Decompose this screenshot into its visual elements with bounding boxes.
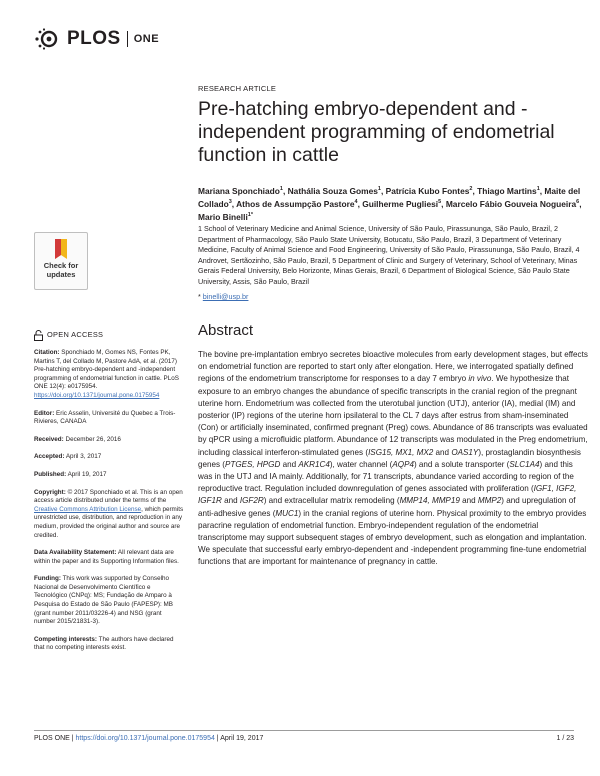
corresponding-email-link[interactable]: binelli@usp.br — [202, 292, 249, 301]
published-block: Published: April 19, 2017 — [34, 470, 107, 478]
logo-journal-text: ONE — [133, 33, 160, 45]
footer-doi-link[interactable]: https://doi.org/10.1371/journal.pone.0175954 — [75, 735, 215, 742]
open-lock-icon — [34, 330, 43, 341]
author-name: Mariana Sponchiado — [198, 185, 280, 196]
author-affiliation-marker: 4 — [354, 199, 358, 206]
footer-journal: PLOS ONE — [34, 735, 70, 742]
plos-one-logo[interactable] — [34, 28, 159, 50]
copyright-block: Copyright: © 2017 Sponchiado et al. This is an open access article distributed under the terms of the Creative Commons Attribution License, which permits unrestricted use, distribution, and reproduction in any medium, provided the original author and source are credited. — [34, 488, 184, 539]
article-title: Pre-hatching embryo-dependent and -independent programming of endometrial function in cattle — [198, 98, 555, 166]
abstract-heading: Abstract — [198, 322, 254, 339]
open-access-label: OPEN ACCESS — [47, 330, 104, 340]
author-affiliation-marker: 3 — [228, 199, 232, 206]
author-name: Patrícia Kubo Fontes — [385, 185, 470, 196]
cc-license-link[interactable]: Creative Commons Attribution License — [34, 505, 142, 513]
author-affiliation-marker: 1 — [377, 186, 381, 192]
logo-divider — [127, 31, 128, 47]
page-number: 1 / 23 — [556, 735, 574, 742]
author-affiliation-marker: 2 — [469, 186, 473, 192]
author-name: Maite del Collado — [198, 185, 581, 209]
editor-block: Editor: Eric Asselin, Université du Quebec a Trois-Rivieres, CANADA — [34, 409, 176, 426]
competing-interests-block: Competing interests: The authors have declared that no competing interests exist. — [34, 635, 174, 652]
article-info-sidebar — [34, 330, 184, 662]
abstract-text: The bovine pre-implantation embryo secretes bioactive molecules from early development stages, but effects on endometrial function are reported to start only after elongation. Here, we interrogated spatially defined regions of the endometrium transcriptome for responses to a day 7 embryo in vivo. We hypothesize that exposure to an embryo changes the abundance of specific transcripts in the cranial region of the pregnant uterine horn. Endometrium was collected from the uterotubal junction (UTJ), anterior (IA), medial (IM) and posterior (IP) regions of the uterine horn ipsilateral to the CL 7 days after estrus from sham-inseminated (Con) or artificially inseminated, confirmed pregnant (Preg) cows. Abundance of 86 transcripts was evaluated by qPCR using a microfluidic platform. Abundance of 12 transcripts was modulated in the Preg endometrium, including classical interferon-stimulated genes (ISG15, MX1, MX2 and OAS1Y), prostaglandin biosynthesis genes (PTGES, HPGD and AKR1C4), water channel (AQP4) and a solute transporter (SLC1A4) and this was in the UTJ and IA mainly. Additionally, for 71 transcripts, abundance varied according to region of the reproductive tract. Regulation included downregulation of genes associated with proliferation (IGF1, IGF2, IGF1R and IGF2R) and extracellular matrix remodeling (MMP14, MMP19 and MMP2) and upregulation of anti-adhesive genes (MUC1) in the cranial regions of uterine horn. Physical proximity to the embryo provides paracrine regulation of endometrial function. Embryo-independent regulation of the endometrial transcriptome may support subsequent stages of embryo development, such as elongation and implantation. We speculate that successful early embryo-dependent and -independent programming fine-tune endometrial functions that are important for maintenance of pregnancy in cattle. — [198, 350, 588, 567]
affiliations: 1 School of Veterinary Medicine and Animal Science, University of São Paulo, Pirassununga, São Paulo, Brazil, 2 Department of Pharmacology, São Paulo State University, Botucatu, São Paulo, Brazil, 3 Department of Veterinary Medicine, Faculty of Animal Science and Food Engineering, University of São Paulo, Pirassununga, São Paulo, Brazil, 4 Androvet, Sertãozinho, São Paulo, Brazil, 5 Department of Clinic and Surgery of Veterinary, School of Veterinary, Minas Gerais Federal University, Belo Horizonte, Minas Gerais, Brazil, 6 Department of Biological Science, São Paulo State University, Assis, São Paulo, Brazil — [198, 224, 580, 286]
footer-rule — [34, 730, 574, 731]
author-affiliation-marker: 6 — [576, 199, 580, 206]
author-name: Nathália Souza Gomes — [287, 185, 378, 196]
accepted-block: Accepted: April 3, 2017 — [34, 453, 102, 461]
article-type: RESEARCH ARTICLE — [198, 84, 277, 93]
author-name: Guilherme Pugliesi — [362, 198, 439, 209]
plos-dots-icon — [34, 28, 64, 50]
author-name: Thiago Martins — [477, 185, 537, 196]
author-list: Mariana Sponchiado$^1$, Nathália Souza Gomes$^1$, Patrícia Kubo Fontes$^2$, Thiago Martins$^1$, Maite del Collado$^3$, Athos de Assumpção Pastore$^4$, Guilherme Pugliesi$^5$, Marcelo Fábio Gouveia Nogueira$^6$, Mario Binelli$^{1*}$ — [198, 185, 582, 222]
footer-date: April 19, 2017 — [220, 735, 264, 742]
author-name: Athos de Assumpção Pastore — [236, 198, 355, 209]
author-name: Marcelo Fábio Gouveia Nogueira — [445, 198, 577, 209]
received-block: Received: December 26, 2016 — [34, 435, 121, 443]
check-for-updates-text: Check for updates — [43, 261, 79, 279]
citation-block: Citation: Sponchiado M, Gomes NS, Fontes PK, Martins T, del Collado M, Pastore AdA, et al. (2017) Pre-hatching embryo-dependent and -independent programming of endometrial function in cattle. PLoS ONE 12(4): e0175954. https://doi.org/10.1371/journal.pone.0175954 — [34, 349, 179, 399]
author-affiliation-marker: 1 — [279, 186, 283, 192]
logo-plos-text: PLOS — [67, 28, 121, 49]
asterisk: * — [198, 292, 203, 301]
funding-block: Funding: This work was supported by Conselho Nacional de Desenvolvimento Científico e Tecnológico (CNPq): MS; Fundação de Amparo à Pesquisa do Estado de São Paulo (FAPESP): MB (grant number 2011/03226-4) and NSG (grant number 2015/21831-3). — [34, 575, 173, 626]
corresponding-author — [198, 292, 248, 301]
author-affiliation-marker: 5 — [438, 199, 442, 206]
open-access-row — [34, 330, 184, 341]
citation-doi-link[interactable]: https://doi.org/10.1371/journal.pone.0175954 — [34, 391, 160, 399]
data-availability-block: Data Availability Statement: All relevant data are within the paper and its Supporting Information files. — [34, 549, 179, 565]
author-affiliation-marker: 1* — [247, 212, 253, 219]
author-affiliation-marker: 1 — [536, 186, 540, 192]
author-name: Mario Binelli — [198, 211, 248, 222]
